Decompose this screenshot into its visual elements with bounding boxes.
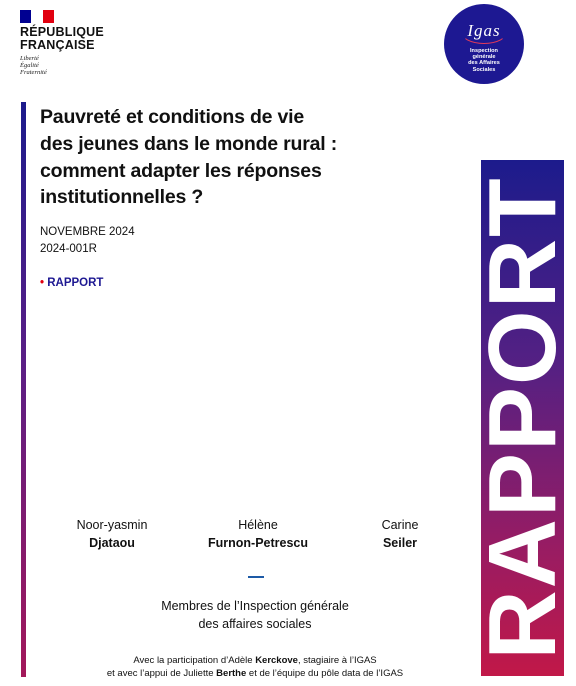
right-report-band [468,160,576,676]
report-reference: 2024-001R [40,243,97,255]
credits-name: Berthe [216,668,247,679]
separator-dash [248,576,264,578]
author-last-name: Furnon-Petrescu [207,536,308,550]
motto [20,55,130,77]
igas-subtitle-line: des Affaires [468,60,500,67]
author-first-name: Noor-yasmin [76,518,148,532]
document-type-label: RAPPORT [47,277,104,289]
author-3 [345,516,455,552]
flag-red-stripe [43,10,54,23]
title-line: institutionnelles ? [40,186,204,209]
document-type [40,277,103,289]
report-date: NOVEMBRE 2024 [40,226,135,238]
francaise-line: FRANÇAISE [20,38,95,52]
igas-subtitle-line: générale [472,54,496,61]
left-accent-bar [21,102,26,677]
title-line: Pauvreté et conditions de vie [40,106,305,128]
author-2 [188,516,328,552]
igas-subtitle-line: Sociales [472,66,496,73]
membership-line: des affaires sociales [198,617,312,631]
report-title [40,104,460,211]
credits-text: et avec l’appui de Juliette [106,668,217,679]
author-1 [52,516,172,552]
credits-line-2 [55,667,455,680]
motto-liberte: Liberté [20,55,39,62]
title-line: comment adapter les réponses [40,159,322,182]
vertical-report-word: RAPPORT [468,176,576,660]
flag-white-stripe [31,10,42,23]
french-flag-icon [20,10,54,23]
credits-text: , stagiaire à l’IGAS [297,655,377,666]
igas-mark: Igas [467,21,501,40]
title-line: des jeunes dans le monde rural : [40,132,338,155]
motto-egalite: Égalité [20,62,39,70]
author-first-name: Carine [381,518,419,532]
republique-line: RÉPUBLIQUE [20,25,104,39]
igas-subtitle-line: Inspection [470,48,498,54]
motto-fraternite: Fraternité [20,69,47,77]
membership-line: Membres de l’Inspection générale [161,599,349,613]
igas-subtitle [444,48,524,73]
author-first-name: Hélène [238,518,278,532]
republique-francaise-logo [20,10,130,77]
credits-text: et de l’équipe du pôle data de l’IGAS [246,668,404,679]
igas-logo [444,4,524,84]
credits-name: Kerckove [255,655,298,666]
author-last-name: Seiler [382,536,418,550]
author-last-name: Djataou [89,536,135,550]
membership-statement [100,597,410,633]
credits-line-1 [55,654,455,667]
credits-text: Avec la participation d’Adèle [133,655,256,666]
bullet-icon: • [40,277,45,289]
flag-blue-stripe [20,10,31,23]
credits [55,654,455,680]
